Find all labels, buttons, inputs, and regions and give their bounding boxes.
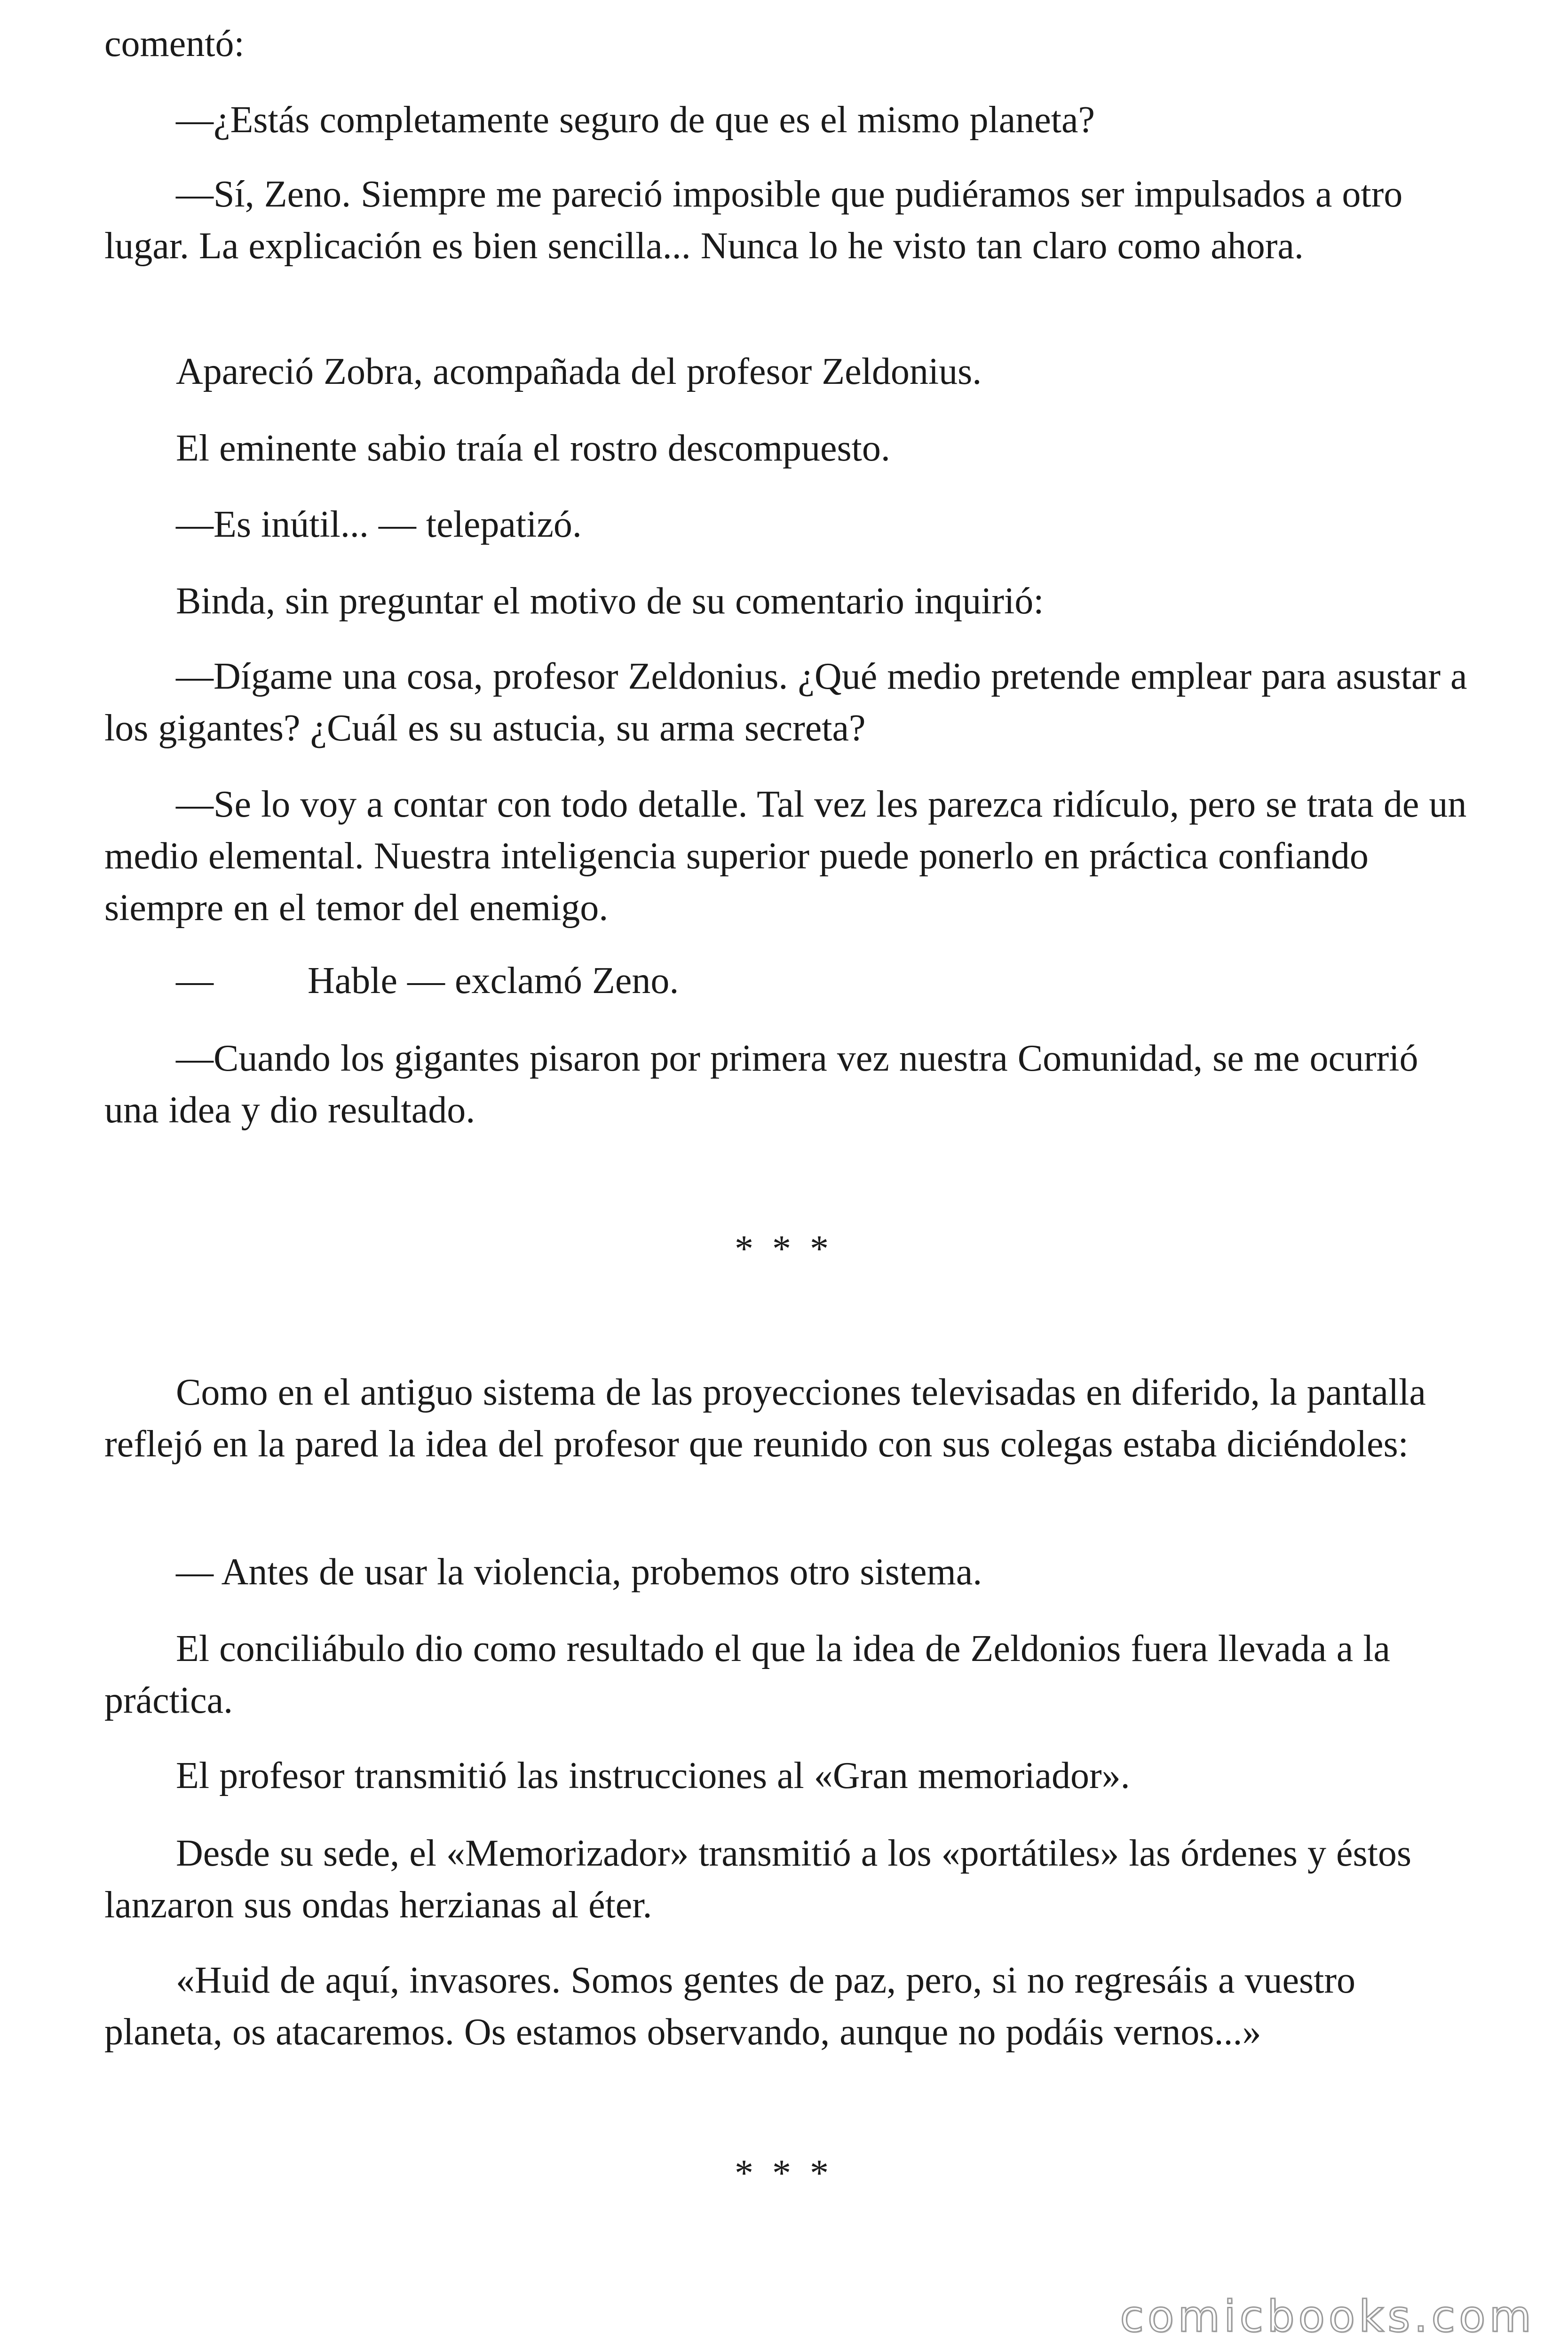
paragraph: Como en el antiguo sistema de las proyecciones televisadas en diferido, la pantalla reflejó en la pared la idea del profesor que reunido con sus colegas estaba diciéndoles: <box>104 1372 1426 1465</box>
dialogue-text: Hable — exclamó Zeno. <box>308 960 679 1001</box>
paragraph: El conciliábulo dio como resultado el que la idea de Zeldonios fuera llevada a la práctica. <box>104 1628 1390 1721</box>
paragraph: «Huid de aquí, invasores. Somos gentes de paz, pero, si no regresáis a vuestro planeta, os atacaremos. Os estamos observando, aunque no podáis vernos...» <box>104 1960 1355 2053</box>
paragraph: —Se lo voy a contar con todo detalle. Tal vez les parezca ridículo, pero se trata de un medio elemental. Nuestra inteligencia superior puede ponerlo en práctica confiando siempre en el temor del enemigo. <box>104 784 1467 929</box>
section-separator: * * * <box>735 1228 833 1270</box>
section-separator: * * * <box>735 2153 833 2194</box>
paragraph: Desde su sede, el «Memorizador» transmitió a los «portátiles» las órdenes y éstos lanzaron sus ondas herzianas al éter. <box>104 1833 1411 1926</box>
paragraph: El profesor transmitió las instrucciones al «Gran memoriador». <box>176 1755 1130 1796</box>
em-dash: — <box>176 960 214 1001</box>
paragraph: — Antes de usar la violencia, probemos otro sistema. <box>176 1551 982 1593</box>
site-watermark: comicbooks.com <box>1120 2291 1535 2342</box>
paragraph: Apareció Zobra, acompañada del profesor Zeldonius. <box>176 351 982 392</box>
paragraph: —¿Estás completamente seguro de que es el mismo planeta? <box>176 99 1095 141</box>
paragraph: —Sí, Zeno. Siempre me pareció imposible que pudiéramos ser impulsados a otro lugar. La explicación es bien sencilla... Nunca lo he visto tan claro como ahora. <box>104 174 1403 267</box>
paragraph: Binda, sin preguntar el motivo de su comentario inquirió: <box>176 580 1044 622</box>
paragraph: El eminente sabio traía el rostro descompuesto. <box>176 428 890 469</box>
paragraph: —Es inútil... — telepatizó. <box>176 504 582 545</box>
paragraph <box>104 955 1473 1007</box>
paragraph: —Dígame una cosa, profesor Zeldonius. ¿Qué medio pretende emplear para asustar a los gigantes? ¿Cuál es su astucia, su arma secreta? <box>104 656 1467 749</box>
paragraph: —Cuando los gigantes pisaron por primera vez nuestra Comunidad, se me ocurrió una idea y dio resultado. <box>104 1038 1418 1131</box>
paragraph: comentó: <box>104 23 245 64</box>
